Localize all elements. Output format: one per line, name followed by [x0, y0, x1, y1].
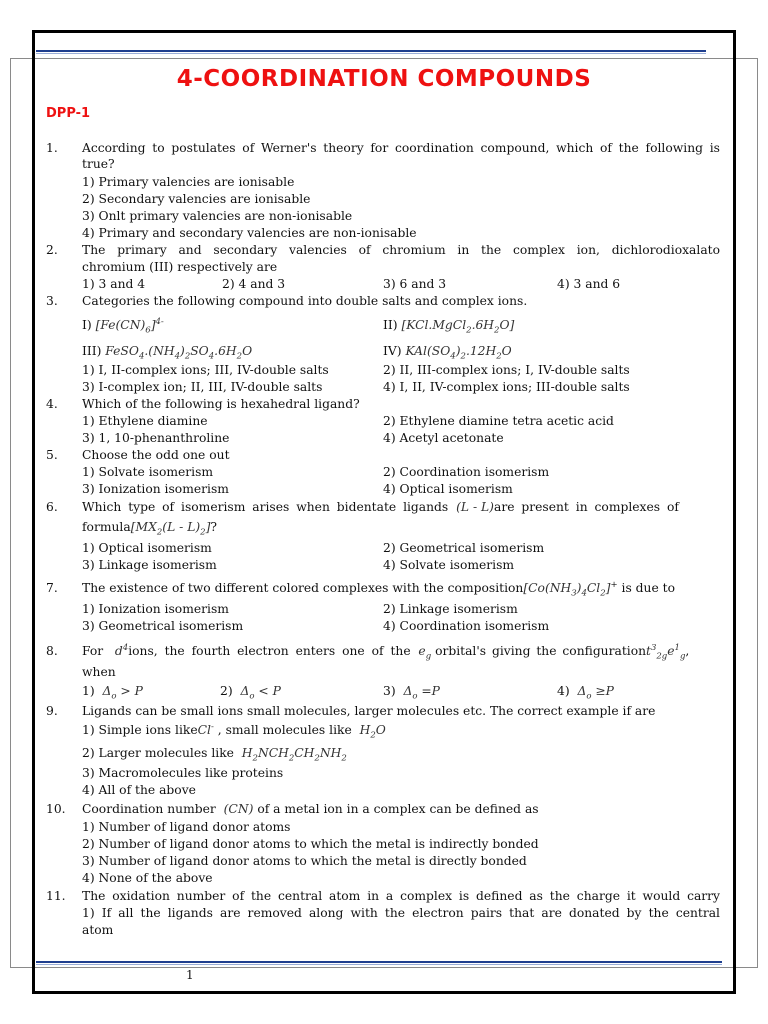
q5-stem: Choose the odd one out: [82, 448, 230, 462]
q6-stem-cont: $formula[MX_2(L - L)_2]$?: [82, 520, 217, 538]
q4-option-3: 3) 1, 10-phenanthroline: [82, 431, 230, 445]
q7-option-4: 4) Coordination isomerism: [383, 619, 550, 633]
q1-option-3: 3) Onlt primary valencies are non-ionisable: [82, 209, 353, 223]
q1-option-1: 1) Primary valencies are ionisable: [82, 175, 295, 189]
q10-stem: Coordination number (CN) of a metal ion in a complex can be defined as: [82, 802, 539, 816]
q10-option-2: 2) Number of ligand donor atoms to which the metal is indirectly bonded: [82, 837, 539, 851]
q1-stem-cont: true?: [82, 157, 115, 171]
q4-number: 4.: [46, 397, 58, 411]
q10-option-3: 3) Number of ligand donor atoms to which the metal is directly bonded: [82, 854, 527, 868]
q3-compound-iii: III) $FeSO_4.(NH_4)_2SO_4.6H_2O$: [82, 344, 253, 362]
q3-number: 3.: [46, 294, 58, 308]
q6-option-4: 4) Solvate isomerism: [383, 558, 515, 572]
q8-stem-cont: when: [82, 665, 116, 679]
q4-option-1: 1) Ethylene diamine: [82, 414, 208, 428]
q11-option-1: 1) If all the ligands are removed along with the electron pairs that are donated by the central: [82, 906, 720, 920]
q3-compound-i: I) $[Fe(CN)_6]^{4-}$: [82, 316, 164, 336]
q6-option-2: 2) Geometrical isomerism: [383, 541, 545, 555]
formula-t2g3-eg1: $t^3_{2g}e^1_g$: [646, 642, 686, 662]
dpp-label: DPP-1: [46, 106, 91, 121]
q8-option-1: 1) $\Delta_o > P$: [82, 684, 143, 702]
formula-fe-cn6: $[Fe(CN)_6]^{4-}$: [95, 316, 164, 336]
formula-cl-minus: Cl-: [197, 721, 214, 737]
q6-stem: Which type of isomerism arises when bidentate ligands (L - L)are present in complexes of: [82, 500, 679, 514]
formula-h2o: $H_2O$: [359, 723, 386, 741]
q1-stem: According to postulates of Werner's theory for coordination compound, which of the following is: [82, 141, 720, 155]
formula-delta-gt-p: $\Delta_o > P$: [102, 684, 143, 702]
formula-ethylenediamine: $H_2NCH_2CH_2NH_2$: [241, 746, 347, 764]
q2-option-1: 1) 3 and 4: [82, 277, 146, 291]
q8-option-3: 3) $\Delta_o =P$: [383, 684, 440, 702]
q3-option-4: 4) I, II, IV-complex ions; III-double salts: [383, 380, 630, 394]
q3-compound-ii: II) $[KCl.MgCl_2.6H_2O]$: [383, 318, 515, 336]
formula-co-nh3-cl2: $[Co(NH_3)_4Cl_2]$: [523, 581, 611, 599]
q8-stem: For $d^4ions$, the fourth electron enters one of the $e_g$ orbital's giving the $configurationt^3_{2g}e^1_g$,: [82, 642, 690, 662]
q8-number: 8.: [46, 644, 58, 658]
q10-option-1: 1) Number of ligand donor atoms: [82, 820, 291, 834]
q3-option-3: 3) I-complex ion; II, III, IV-double salts: [82, 380, 323, 394]
q5-option-4: 4) Optical isomerism: [383, 482, 513, 496]
q5-option-2: 2) Coordination isomerism: [383, 465, 550, 479]
q7-option-3: 3) Geometrical isomerism: [82, 619, 244, 633]
formula-bidentate-ligand: (L - L): [456, 500, 494, 514]
q9-option-4: 4) All of the above: [82, 783, 196, 797]
q1-number: 1.: [46, 141, 58, 155]
q3-option-2: 2) II, III-complex ions; I, IV-double salts: [383, 363, 630, 377]
q4-stem: Which of the following is hexahedral ligand?: [82, 397, 360, 411]
formula-d4: $d^4$: [114, 642, 129, 658]
q11-option-1-cont: atom: [82, 923, 114, 937]
q1-option-4: 4) Primary and secondary valencies are non-ionisable: [82, 226, 417, 240]
formula-mohr-salt: $FeSO_4.(NH_4)_2SO_4.6H_2O$: [105, 344, 253, 362]
q7-option-2: 2) Linkage isomerism: [383, 602, 518, 616]
formula-cn: (CN): [223, 802, 254, 816]
q7-number: 7.: [46, 581, 58, 595]
q4-option-4: 4) Acetyl acetonate: [383, 431, 504, 445]
formula-eg: $e_g$: [418, 644, 432, 662]
q8-option-4: 4) $\Delta_o \ge P$: [557, 684, 614, 702]
q11-stem: The oxidation number of the central atom in a complex is defined as the charge it would carry: [82, 889, 720, 903]
q5-number: 5.: [46, 448, 58, 462]
q2-option-2: 2) 4 and 3: [222, 277, 286, 291]
q4-option-2: 2) Ethylene diamine tetra acetic acid: [383, 414, 614, 428]
formula-delta-ge-p: $\Delta_o \ge P$: [577, 684, 614, 702]
formula-alum: $KAl(SO_4)_2.12H_2O$: [405, 344, 512, 362]
q9-number: 9.: [46, 704, 58, 718]
q8-option-2: 2) $\Delta_o < P$: [220, 684, 281, 702]
q6-number: 6.: [46, 500, 58, 514]
q5-option-3: 3) Ionization isomerism: [82, 482, 229, 496]
q10-option-4: 4) None of the above: [82, 871, 213, 885]
q7-stem: The existence of two different colored complexes with the $composition[Co(NH_3)_4Cl_2]^+$ is due to: [82, 579, 675, 599]
q2-stem-cont: chromium (III) respectively are: [82, 260, 278, 274]
formula-mx2-ll2: $[MX_2(L - L)_2]$: [130, 520, 211, 538]
q9-option-3: 3) Macromolecules like proteins: [82, 766, 284, 780]
page-title: 4-COORDINATION COMPOUNDS: [176, 66, 592, 92]
q6-option-1: 1) Optical isomerism: [82, 541, 212, 555]
q3-compound-iv: IV) $KAl(SO_4)_2.12H_2O$: [383, 344, 512, 362]
q3-option-1: 1) I, II-complex ions; III, IV-double salts: [82, 363, 329, 377]
q2-option-3: 3) 6 and 3: [383, 277, 447, 291]
formula-delta-eq-p: $\Delta_o =P$: [403, 684, 440, 702]
q6-option-3: 3) Linkage isomerism: [82, 558, 217, 572]
q9-option-2: 2) Larger molecules like $H_2NCH_2CH_2NH_2$: [82, 746, 347, 764]
q2-stem: The primary and secondary valencies of chromium in the complex ion, dichlorodioxalato: [82, 243, 720, 257]
q11-number: 11.: [46, 889, 66, 903]
q9-stem: Ligands can be small ions small molecules, larger molecules etc. The correct example if are: [82, 704, 656, 718]
q9-option-1: 1) Simple ions likeCl- , small molecules like $H_2O$: [82, 721, 386, 741]
q2-option-4: 4) 3 and 6: [557, 277, 621, 291]
formula-kcl-mgcl2: $[KCl.MgCl_2.6H_2O]$: [401, 318, 515, 336]
q5-option-1: 1) Solvate isomerism: [82, 465, 214, 479]
q1-option-2: 2) Secondary valencies are ionisable: [82, 192, 311, 206]
formula-delta-lt-p: $\Delta_o < P$: [240, 684, 281, 702]
page-number: 1: [186, 968, 194, 982]
q2-number: 2.: [46, 243, 58, 257]
q10-number: 10.: [46, 802, 66, 816]
q7-option-1: 1) Ionization isomerism: [82, 602, 229, 616]
q3-stem: Categories the following compound into double salts and complex ions.: [82, 294, 528, 308]
